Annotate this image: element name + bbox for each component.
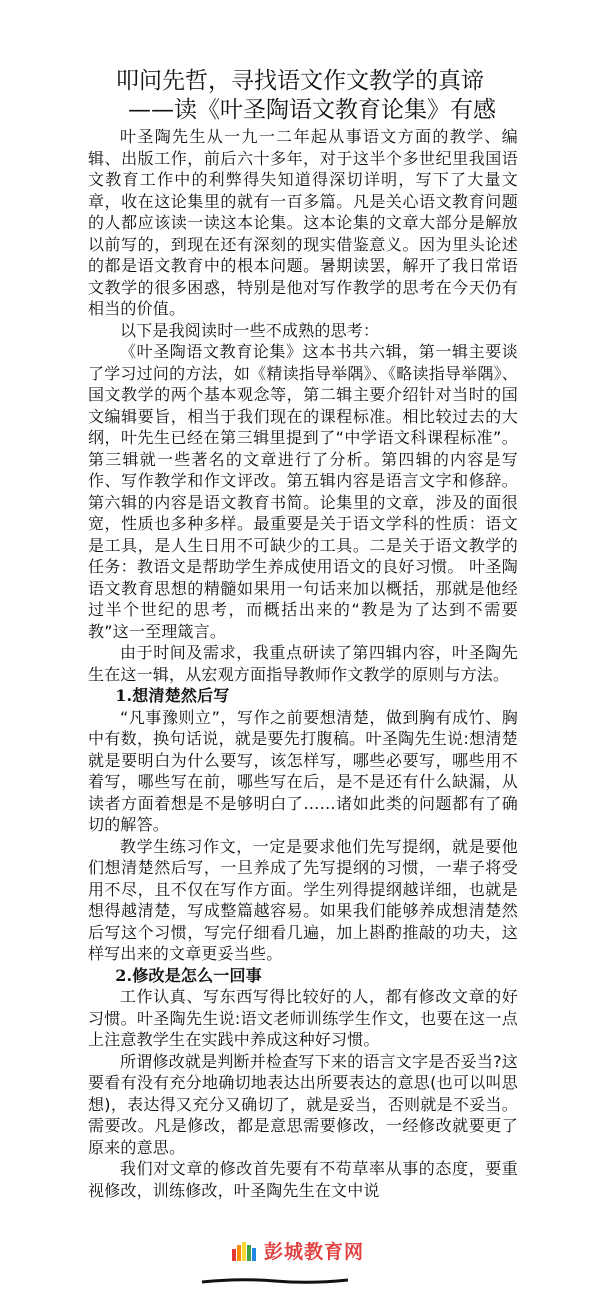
paragraph: 由于时间及需求，我重点研读了第四辑内容，叶圣陶先生在这一辑，从宏观方面指导教师作文教学的原则与方法。 — [88, 643, 518, 684]
section-heading: 1.想清楚然后写 — [115, 686, 230, 705]
paragraph: 以下是我阅读时一些不成熟的思考： — [120, 320, 380, 340]
paragraph: 教学生练习作文，一定是要求他们先写提纲，就是要他们想清楚然后写，一旦养成了先写提纲的习惯，一辈子将受用不尽，且不仅在写作方面。学生列得提纲越详细，也就是想得越清楚，写成整篇越容易。如果我们能够养成想清楚然后写这个习惯，写完仔细看几遍，加上斟酌推敲的功夫，这样写出来的文章更妥当些。 — [88, 836, 518, 963]
watermark-text: 彭城教育网 — [264, 1241, 365, 1263]
handwritten-strike-mark — [200, 1276, 350, 1286]
document-subtitle: ——读《叶圣陶语文教育论集》有感 — [128, 97, 496, 123]
paragraph: 《叶圣陶语文教育论集》这本书共六辑，第一辑主要谈了学习过问的方法，如《精读指导举隅》、《略读指导举隅》、国文教学的两个基本观念等，第二辑主要介绍针对当时的国文编辑要旨，相当于我们现在的课程标准。相比较过去的大纲，叶先生已经在第三辑里提到了“中学语文科课程标准”。第三辑就一些著名的文章进行了分析。第四辑的内容是写作、写作教学和作文评改。第五辑内容是语言文字和修辞。第六辑的内容是语文教育书简。论集里的文章，涉及的面很宽，性质也多种多样。最重要是关于语文学科的性质：语文是工具，是人生日用不可缺少的工具。二是关于语文教学的任务：教语文是帮助学生养成使用语文的良好习惯。 叶圣陶语文教育思想的精髓如果用一句话来加以概括，那就是他经过半个世纪的思考，而概括出来的“教是为了达到不需要教”这一至理箴言。 — [88, 342, 518, 641]
paragraph: 叶圣陶先生从一九一二年起从事语文方面的教学、编辑、出版工作，前后六十多年，对于这半个多世纪里我国语文教育工作中的利弊得失知道得深切详明，写下了大量文章，收在这论集里的就有一百多篇。凡是关心语文教育问题的人都应该读一读这本论集。这本论集的文章大部分是解放以前写的，到现在还有深刻的现实借鉴意义。因为里头论述的都是语文教育中的根本问题。暑期读罢，解开了我日常语文教学的很多困惑，特别是他对写作教学的思考在今天仍有相当的价值。 — [88, 127, 518, 318]
document-body — [88, 126, 518, 1201]
document-title: 叩问先哲，寻找语文作文教学的真谛 — [116, 68, 484, 94]
colorful-logo-icon — [230, 1239, 260, 1263]
paragraph: 我们对文章的修改首先要有不苟草率从事的态度，要重视修改，训练修改，叶圣陶先生在文中说 — [88, 1159, 518, 1200]
paragraph: “凡事豫则立”，写作之前要想清楚，做到胸有成竹、胸中有数，换句话说，就是要先打腹稿。叶圣陶先生说:想清楚就是要明白为什么要写，该怎样写，哪些必要写，哪些用不着写，哪些写在前，哪些写在后，是不是还有什么缺漏，从读者方面着想是不是够明白了……诸如此类的问题都有了确切的解答。 — [88, 707, 518, 834]
paragraph: 工作认真、写东西写得比较好的人，都有修改文章的好习惯。叶圣陶先生说:语文老师训练学生作文，也要在这一点上注意教学生在实践中养成这种好习惯。 — [88, 987, 518, 1049]
watermark — [230, 1237, 364, 1264]
section-heading: 2.修改是怎么一回事 — [115, 965, 262, 985]
paragraph: 所谓修改就是判断并检查写下来的语言文字是否妥当?这要看有没有充分地确切地表达出所要表达的意思(也可以叫思想)，表达得又充分又确切了，就是妥当，否则就是不妥当。需要改。凡是修改，都是意思需要修改，一经修改就要更了原来的意思。 — [88, 1051, 518, 1157]
